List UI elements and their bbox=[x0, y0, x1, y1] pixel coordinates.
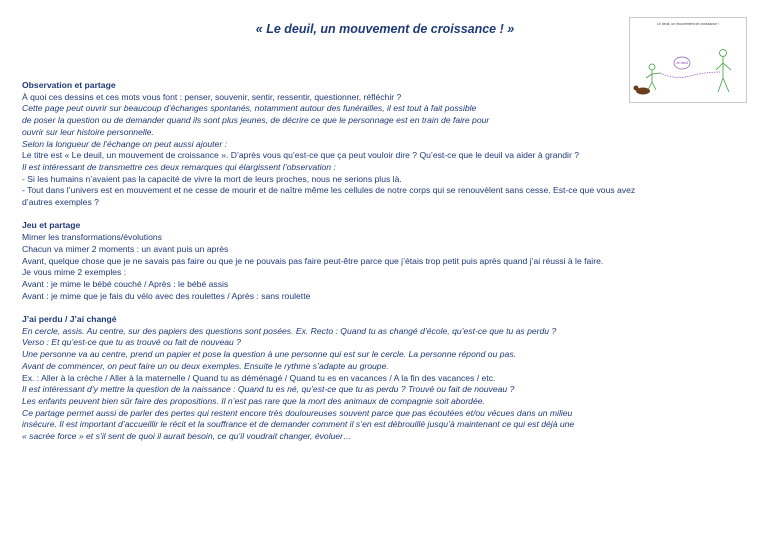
spacer bbox=[22, 209, 752, 221]
section-heading: J’ai perdu / J’ai changé bbox=[22, 314, 117, 325]
text-line: Les enfants peuvent bien sûr faire des propositions. Il n’est pas rare que la mort des animaux de compagnie soit abordée. bbox=[22, 395, 485, 406]
text-line: Cette page peut ouvrir sur beaucoup d’échanges spontanés, notamment autour des funérailles, il est tout à fait possible bbox=[22, 103, 477, 114]
text-line: Chacun va mimer 2 moments : un avant puis un après bbox=[22, 243, 229, 254]
text-line: Il est intéressant d’y mettre la question de la naissance : Quand tu es né, qu’est-ce que tu as perdu ? Trouvé ou fait de nouveau ? bbox=[22, 384, 515, 395]
green-figure-head bbox=[649, 64, 655, 70]
text-line: Avant de commencer, on peut faire un ou deux exemples. Ensuite le rythme s’adapte au groupe. bbox=[22, 360, 389, 371]
text-line: En cercle, assis. Au centre, sur des papiers des questions sont posées. Ex. Recto : Quand tu as changé d’école, qu’est-ce que tu as perdu ? bbox=[22, 325, 557, 336]
text-line: Ce partage permet aussi de parler des pertes qui restent encore très douloureuses souvent parce que pas écoutées et/ou vécues dans un milieu bbox=[22, 407, 573, 418]
text-line: d’autres exemples ? bbox=[22, 197, 99, 208]
text-line: Il est intéressant de transmettre ces deux remarques qui élargissent l’observation : bbox=[22, 161, 336, 172]
text-line: Avant : je mime que je fais du vélo avec des roulettes / Après : sans roulette bbox=[22, 290, 311, 301]
text-line: - Tout dans l’univers est en mouvement et ne cesse de mourir et de naître même les cellules de notre corps qui se renouvèlent sans cesse. Est-ce que vous avez bbox=[22, 185, 636, 196]
section-heading: Observation et partage bbox=[22, 80, 116, 90]
text-line: de poser la question ou de demander quand ils sont plus jeunes, de décrire ce que le personnage est en train de faire pour bbox=[22, 115, 490, 126]
section-jeu bbox=[22, 220, 752, 302]
text-line: Avant, quelque chose que je ne savais pas faire ou que je ne pouvais pas faire peut-être parce que j’étais trop petit puis après quand j’ai réussi à le faire. bbox=[22, 255, 604, 266]
text-line: insécure. Il est important d’accueillir le récit et la souffrance et de demander comment il s’en est débrouillé jusqu’à maintenant ce qui est déjà une bbox=[22, 419, 575, 430]
text-line: - Si les humains n’avaient pas la capacité de vivre la mort de leurs proches, nous ne serions plus là. bbox=[22, 173, 402, 184]
section-observation bbox=[22, 80, 752, 209]
document-body bbox=[22, 80, 752, 443]
section-heading: Jeu et partage bbox=[22, 220, 81, 231]
text-line: Ex. : Aller à la crèche / Aller à la maternelle / Quand tu as déménagé / Quand tu es en vacances / A la fin des vacances / etc. bbox=[22, 372, 496, 383]
text-line: Verso : Et qu’est-ce que tu as trouvé ou fait de nouveau ? bbox=[22, 337, 241, 348]
text-line: Selon la longueur de l’échange on peut aussi ajouter : bbox=[22, 138, 227, 149]
tall-figure-head bbox=[720, 50, 727, 57]
bubble-text: Je deuil bbox=[675, 61, 689, 65]
text-line: Le titre est « Le deuil, un mouvement de croissance ». D’après vous qu’est-ce que ça peut vouloir dire ? Qu’est-ce que le deuil va aider à grandir ? bbox=[22, 150, 579, 161]
section-perdu-change bbox=[22, 314, 752, 443]
text-line: « sacrée force » et s’il sent de quoi il aurait besoin, ce qu’il voudrait changer, évoluer… bbox=[22, 431, 352, 442]
text-line: Mimer les transformations/évolutions bbox=[22, 232, 162, 243]
spacer bbox=[22, 302, 752, 314]
text-line: À quoi ces dessins et ces mots vous font : penser, souvenir, sentir, ressentir, questionner, réfléchir ? bbox=[22, 91, 402, 102]
text-line: ouvrir sur leur histoire personnelle. bbox=[22, 126, 154, 137]
page-title: « Le deuil, un mouvement de croissance ! » bbox=[255, 22, 515, 36]
text-line: Je vous mime 2 exemples : bbox=[22, 267, 127, 278]
thumbnail-title: Le deuil, un mouvement de croissance ! bbox=[657, 22, 719, 26]
movement-line bbox=[660, 72, 720, 77]
text-line: Avant : je mime le bébé couché / Après : le bébé assis bbox=[22, 278, 229, 289]
text-line: Une personne va au centre, prend un papier et pose la question à une personne qui est sur le cercle. La personne répond ou pas. bbox=[22, 349, 516, 360]
